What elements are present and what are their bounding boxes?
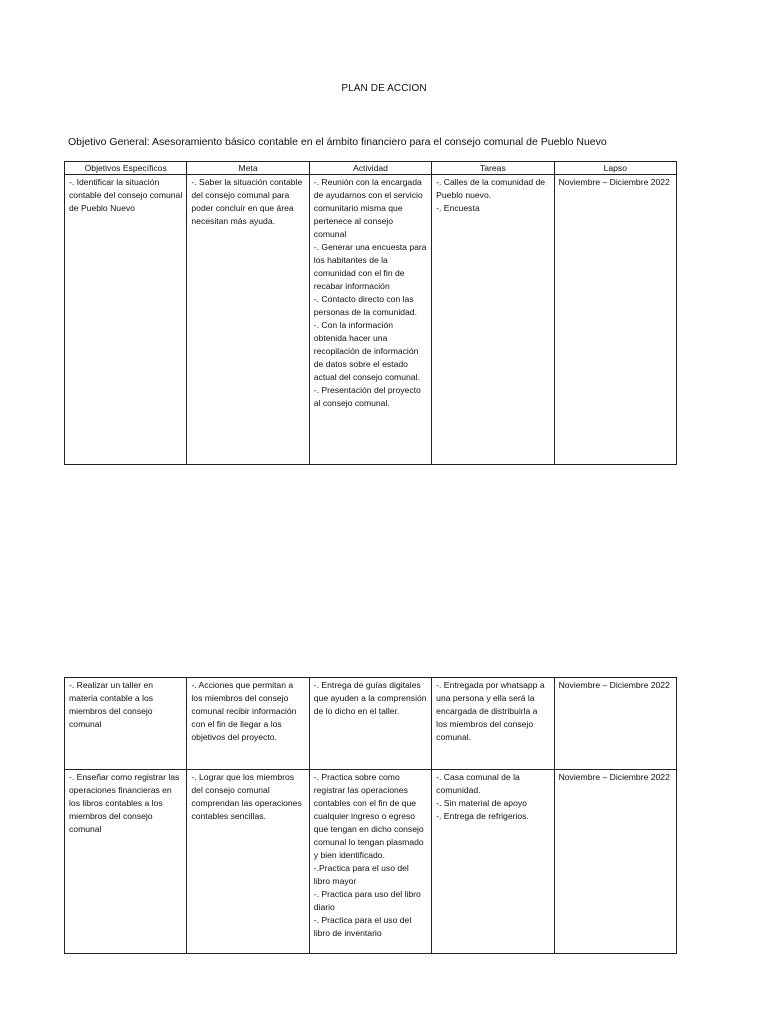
table-row — [65, 175, 677, 465]
header-meta: Meta — [187, 162, 309, 175]
cell-meta: -. Acciones que permitan a los miembros del consejo comunal recibir información con el fin de llegar a los objetivos del proyecto. — [187, 678, 309, 770]
cell-tareas: -. Entregada por whatsapp a una persona y ella será la encargada de distribuirla a los miembros del consejo comunal. — [432, 678, 554, 770]
header-tareas: Tareas — [432, 162, 554, 175]
cell-actividad: -. Reunión con la encargada de ayudarnos con el servicio comunitario misma que pertenece al consejo comunal -. Generar una encuesta para los habitantes de la comunidad con el fin de recabar información -. Contacto directo con las personas de la comunidad. -. Con la información obtenida hacer una recopilación de información de datos sobre el estado actual del consejo comunal. -. Presentación del proyecto al consejo comunal. — [309, 175, 431, 465]
table-header-row — [65, 162, 677, 175]
table-row — [65, 770, 677, 954]
cell-lapso: Noviembre – Diciembre 2022 — [554, 678, 676, 770]
cell-tareas: -. Casa comunal de la comunidad. -. Sin material de apoyo -. Entrega de refrigerios. — [432, 770, 554, 954]
table-row — [65, 678, 677, 770]
cell-tareas: -. Calles de la comunidad de Pueblo nuevo. -. Encuesta — [432, 175, 554, 465]
cell-objetivo: -. Identificar la situación contable del consejo comunal de Pueblo Nuevo — [65, 175, 187, 465]
cell-meta: -. Saber la situación contable del consejo comunal para poder concluir en que área necesitan más ayuda. — [187, 175, 309, 465]
cell-objetivo: -. Enseñar como registrar las operaciones financieras en los libros contables a los miembros del consejo comunal — [65, 770, 187, 954]
general-objective: Objetivo General: Asesoramiento básico contable en el ámbito financiero para el consejo comunal de Pueblo Nuevo — [68, 136, 607, 148]
cell-actividad: -. Practica sobre como registrar las operaciones contables con el fin de que cualquier ingreso o egreso que tengan en dicho consejo comunal lo tengan plasmado y bien identificado. -.Practica para el uso del libro mayor -. Practica para uso del libro diario -. Practica para el uso del libro de inventario — [309, 770, 431, 954]
action-plan-table-page-1 — [64, 161, 677, 465]
cell-meta: -. Lograr que los miembros del consejo comunal comprendan las operaciones contables sencillas. — [187, 770, 309, 954]
header-lapso: Lapso — [554, 162, 676, 175]
document-title: PLAN DE ACCION — [341, 83, 427, 94]
header-objetivos: Objetivos Específicos — [65, 162, 187, 175]
cell-actividad: -. Entrega de guías digitales que ayuden a la comprensión de lo dicho en el taller. — [309, 678, 431, 770]
cell-lapso: Noviembre – Diciembre 2022 — [554, 770, 676, 954]
cell-lapso: Noviembre – Diciembre 2022 — [554, 175, 676, 465]
cell-objetivo: -. Realizar un taller en materia contable a los miembros del consejo comunal — [65, 678, 187, 770]
header-actividad: Actividad — [309, 162, 431, 175]
action-plan-table-page-2 — [64, 677, 677, 954]
